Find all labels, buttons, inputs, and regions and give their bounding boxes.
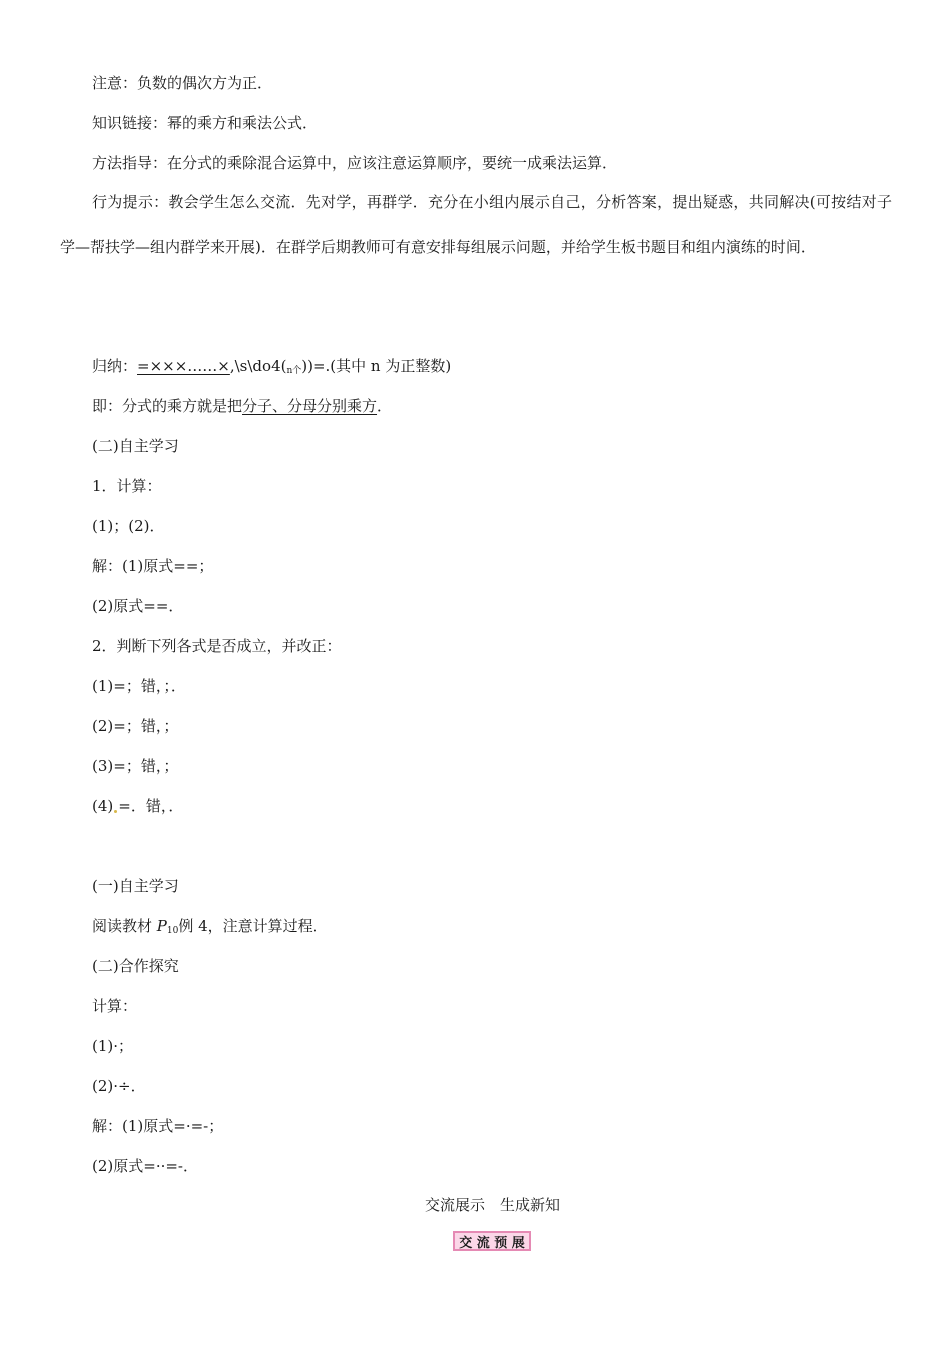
reading-page-letter: P — [156, 917, 167, 935]
question-1-items: (1)；(2)． — [92, 517, 165, 535]
reading-prefix: 阅读教材 — [92, 917, 157, 935]
question-2: 2．判断下列各式是否成立，并改正： — [92, 637, 342, 655]
question-2-item-4 — [92, 796, 183, 816]
knowledge-link-line: 知识链接：幂的乘方和乘法公式． — [92, 114, 318, 132]
exchange-preview-badge — [453, 1231, 531, 1251]
question-2-item-3: (3)=；错，； — [92, 757, 179, 775]
calc-item-1: (1)·； — [92, 1037, 134, 1055]
question-2-item-4-label: (4) — [92, 797, 114, 815]
question-2-item-1: (1)=；错，；． — [92, 677, 186, 695]
question-1-solution-1: 解：(1)原式==； — [92, 557, 214, 575]
badge-char-2: 流 — [476, 1235, 490, 1251]
question-2-item-4-text: =．错，． — [118, 797, 184, 815]
ie-prefix: 即：分式的乘方就是把 — [92, 397, 243, 415]
badge-char-3: 预 — [494, 1235, 508, 1251]
summary-n-count: n个 — [286, 366, 302, 376]
reading-suffix: 例 4，注意计算过程． — [178, 917, 328, 935]
dot-marker-icon — [114, 810, 117, 813]
section-cooperative: (二)合作探究 — [92, 957, 179, 975]
behavior-hint-paragraph: 行为提示：教会学生怎么交流．先对学，再群学．充分在小组内展示自己，分析答案，提出疑惑，共同解决(可按结对子学—帮扶学—组内群学来开展)．在群学后期教师可有意安排每组展示问题，并给学生板书题目和组内演练的时间． — [60, 193, 892, 256]
ie-suffix: ． — [377, 397, 393, 415]
ie-line — [92, 396, 392, 416]
badge-char-1: 交 — [459, 1235, 473, 1251]
summary-suffix: ))=.(其中 n 为正整数) — [301, 357, 452, 375]
summary-prefix: 归纳： — [92, 357, 138, 375]
question-2-item-2: (2)=；错，； — [92, 717, 179, 735]
badge-char-4: 展 — [511, 1235, 525, 1251]
reading-page-number: 10 — [166, 926, 179, 936]
ie-underlined: 分子、分母分别乘方 — [242, 397, 378, 415]
summary-formula: =×××……× — [137, 357, 230, 375]
method-guide-line: 方法指导：在分式的乘除混合运算中，应该注意运算顺序，要统一成乘法运算． — [92, 154, 618, 172]
calc-solution-2: (2)原式=··=-． — [92, 1157, 198, 1175]
question-1: 1．计算： — [92, 477, 162, 495]
calc-solution-1: 解：(1)原式=·=-； — [92, 1117, 224, 1135]
question-1-solution-2: (2)原式==． — [92, 597, 184, 615]
summary-middle: ,\s\do4( — [229, 357, 287, 375]
calc-item-2: (2)·÷． — [92, 1077, 146, 1095]
summary-line — [92, 356, 451, 381]
section-heading: 交流展示 生成新知 — [424, 1196, 560, 1214]
note-line: 注意：负数的偶次方为正． — [92, 74, 273, 92]
section-self-study-1: (一)自主学习 — [92, 877, 179, 895]
reading-line — [92, 916, 328, 941]
section-self-study-2: (二)自主学习 — [92, 437, 179, 455]
calc-label: 计算： — [92, 997, 138, 1015]
